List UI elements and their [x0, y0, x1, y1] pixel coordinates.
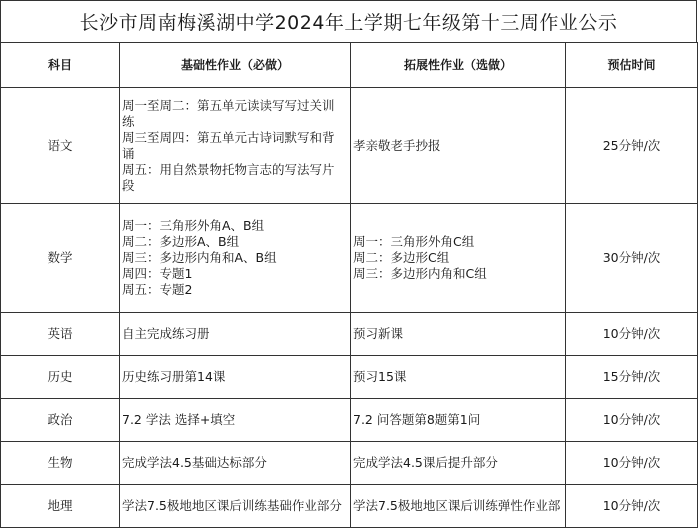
table-row: [1, 88, 698, 204]
optional-homework-cell[interactable]: [351, 356, 566, 399]
required-homework-line: 周二：多边形A、B组: [122, 234, 240, 249]
time-cell[interactable]: 25分钟/次: [566, 88, 698, 204]
optional-homework-line: 周三：多边形内角和C组: [353, 266, 487, 281]
required-homework-cell[interactable]: [120, 356, 351, 399]
table-row: [1, 485, 698, 528]
required-homework-line: 周一至周二：第五单元读读写写过关训: [122, 97, 335, 113]
page-title[interactable]: 长沙市周南梅溪湖中学2024年上学期七年级第十三周作业公示: [0, 0, 697, 43]
time-cell[interactable]: 10分钟/次: [566, 399, 698, 442]
required-homework-cell[interactable]: [120, 485, 351, 528]
subject-cell[interactable]: 数学: [1, 204, 120, 313]
optional-homework-line: 学法7.5极地地区课后训练弹性作业部: [353, 498, 561, 513]
required-homework-line: 周四：专题1: [122, 266, 193, 281]
required-homework-line: 段: [122, 177, 135, 193]
header-row: [1, 43, 698, 88]
optional-homework-cell[interactable]: [351, 442, 566, 485]
required-homework-line: 周五：用自然景物托物言志的写法写片: [122, 161, 335, 177]
required-homework-line: 诵: [122, 145, 135, 161]
subject-cell[interactable]: 语文: [1, 88, 120, 204]
table-row: [1, 313, 698, 356]
table-row: [1, 356, 698, 399]
required-homework-cell[interactable]: [120, 313, 351, 356]
required-homework-line: 学法7.5极地地区课后训练基础作业部分: [122, 498, 342, 513]
table-row: [1, 399, 698, 442]
header-subject[interactable]: 科目: [1, 43, 120, 88]
optional-homework-line: 孝亲敬老手抄报: [353, 137, 441, 153]
time-cell[interactable]: 10分钟/次: [566, 313, 698, 356]
required-homework-line: 完成学法4.5基础达标部分: [122, 455, 267, 470]
table-row: [1, 442, 698, 485]
header-required[interactable]: 基础性作业（必做）: [120, 43, 351, 88]
optional-homework-line: 周一：三角形外角C组: [353, 234, 475, 249]
optional-homework-cell[interactable]: [351, 485, 566, 528]
required-homework-line: 周五：专题2: [122, 282, 193, 297]
required-homework-cell[interactable]: [120, 399, 351, 442]
subject-cell[interactable]: 历史: [1, 356, 120, 399]
subject-cell[interactable]: 政治: [1, 399, 120, 442]
subject-cell[interactable]: 地理: [1, 485, 120, 528]
required-homework-line: 周一：三角形外角A、B组: [122, 218, 265, 233]
required-homework-line: 周三至周四：第五单元古诗词默写和背: [122, 129, 335, 145]
required-homework-line: 周三：多边形内角和A、B组: [122, 250, 277, 265]
header-time[interactable]: 预估时间: [566, 43, 698, 88]
header-optional[interactable]: 拓展性作业（选做）: [351, 43, 566, 88]
optional-homework-line: 周二：多边形C组: [353, 250, 450, 265]
time-cell[interactable]: 30分钟/次: [566, 204, 698, 313]
table-row: [1, 204, 698, 313]
optional-homework-line: 预习新课: [353, 326, 404, 341]
required-homework-line: 自主完成练习册: [122, 326, 210, 341]
optional-homework-cell[interactable]: [351, 313, 566, 356]
time-cell[interactable]: 10分钟/次: [566, 485, 698, 528]
optional-homework-cell[interactable]: [351, 204, 566, 313]
homework-table: [0, 42, 698, 528]
required-homework-line: 历史练习册第14课: [122, 369, 226, 384]
required-homework-cell[interactable]: [120, 88, 351, 204]
optional-homework-line: 完成学法4.5课后提升部分: [353, 455, 498, 470]
required-homework-line: 7.2 学法 选择+填空: [122, 412, 236, 427]
required-homework-cell[interactable]: [120, 442, 351, 485]
optional-homework-cell[interactable]: [351, 88, 566, 204]
time-cell[interactable]: 15分钟/次: [566, 356, 698, 399]
optional-homework-cell[interactable]: [351, 399, 566, 442]
subject-cell[interactable]: 生物: [1, 442, 120, 485]
subject-cell[interactable]: 英语: [1, 313, 120, 356]
required-homework-line: 练: [122, 113, 135, 129]
time-cell[interactable]: 10分钟/次: [566, 442, 698, 485]
optional-homework-line: 预习15课: [353, 369, 407, 384]
optional-homework-line: 7.2 问答题第8题第1问: [353, 412, 481, 427]
required-homework-cell[interactable]: [120, 204, 351, 313]
